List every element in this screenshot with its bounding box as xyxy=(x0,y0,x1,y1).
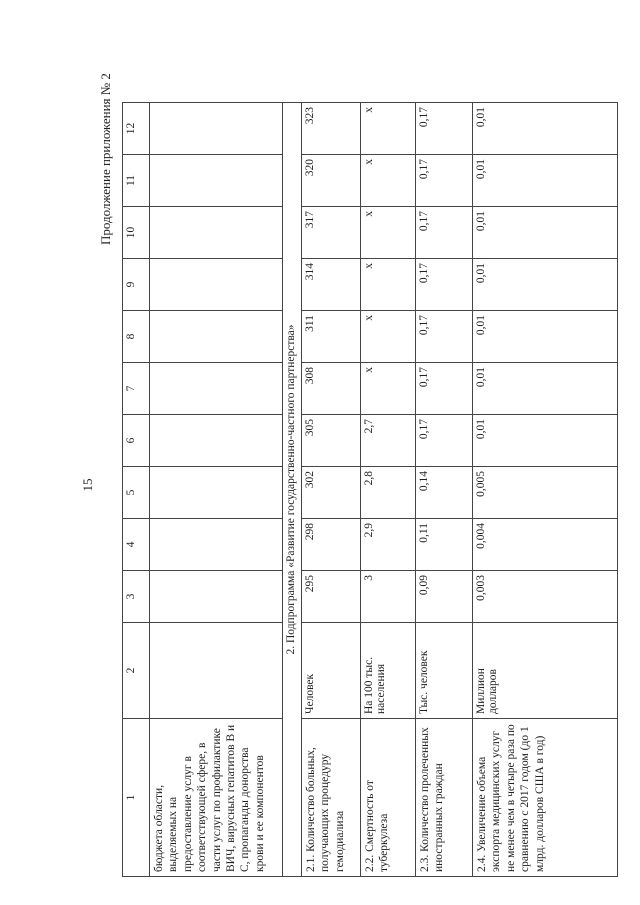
value-cell: x xyxy=(361,259,416,311)
value-cell: 0,17 xyxy=(416,103,473,155)
value-cell: 2,7 xyxy=(361,415,416,467)
value-cell: 0,003 xyxy=(473,571,618,623)
col-header: 12 xyxy=(123,103,150,155)
unit-cell: Тыс. человек xyxy=(416,623,473,719)
table-row xyxy=(473,103,618,877)
continuation-label: Продолжение приложения № 2 xyxy=(98,73,113,245)
indicator-name: 2.3. Количество пролеченных иностранных граждан xyxy=(416,719,473,877)
value-cell: 0,01 xyxy=(473,259,618,311)
col-header: 3 xyxy=(123,571,150,623)
value-cell: 305 xyxy=(302,415,361,467)
page-number: 15 xyxy=(80,478,95,492)
value-cell: 2,8 xyxy=(361,467,416,519)
value-cell: 0,01 xyxy=(473,415,618,467)
indicator-name: 2.1. Количество больных, получающих процедуру гемодиализа xyxy=(302,719,361,877)
value-cell: 298 xyxy=(302,519,361,571)
value-cell: 323 xyxy=(302,103,361,155)
empty-cell xyxy=(150,311,283,363)
value-cell: 317 xyxy=(302,207,361,259)
empty-cell xyxy=(150,103,283,155)
empty-cell xyxy=(150,415,283,467)
indicator-name: 2.4. Увеличение объема экспорта медицинских услуг не менее чем в четыре раза по сравнению с 2017 годом (до 1 млрд. долларов США в год) xyxy=(473,719,618,877)
value-cell: 0,14 xyxy=(416,467,473,519)
value-cell: 320 xyxy=(302,155,361,207)
value-cell: 302 xyxy=(302,467,361,519)
value-cell: x xyxy=(361,311,416,363)
empty-cell xyxy=(150,363,283,415)
value-cell: 0,005 xyxy=(473,467,618,519)
value-cell: 0,01 xyxy=(473,311,618,363)
value-cell: 3 xyxy=(361,571,416,623)
header-row xyxy=(123,103,150,877)
col-header: 2 xyxy=(123,623,150,719)
value-cell: x xyxy=(361,103,416,155)
value-cell: 0,09 xyxy=(416,571,473,623)
value-cell: 0,01 xyxy=(473,103,618,155)
value-cell: 0,01 xyxy=(473,363,618,415)
value-cell: 0,004 xyxy=(473,519,618,571)
indicators-table xyxy=(122,102,618,877)
empty-cell xyxy=(150,155,283,207)
col-header: 5 xyxy=(123,467,150,519)
value-cell: 308 xyxy=(302,363,361,415)
value-cell: 2,9 xyxy=(361,519,416,571)
col-header: 10 xyxy=(123,207,150,259)
value-cell: 0,17 xyxy=(416,415,473,467)
indicator-name: 2.2. Смертность от туберкулеза xyxy=(361,719,416,877)
value-cell: 0,11 xyxy=(416,519,473,571)
value-cell: 311 xyxy=(302,311,361,363)
empty-cell xyxy=(150,467,283,519)
empty-cell xyxy=(150,207,283,259)
unit-cell: На 100 тыс. населения xyxy=(361,623,416,719)
value-cell: 0,17 xyxy=(416,155,473,207)
value-cell: 314 xyxy=(302,259,361,311)
col-header: 11 xyxy=(123,155,150,207)
empty-cell xyxy=(150,259,283,311)
section-title: 2. Подпрограмма «Развитие государственно-частного партнерства» xyxy=(283,103,302,877)
table-row xyxy=(302,103,361,877)
empty-cell xyxy=(150,623,283,719)
value-cell: 0,17 xyxy=(416,259,473,311)
table-row xyxy=(150,103,283,877)
value-cell: 0,01 xyxy=(473,155,618,207)
indicator-name: бюджета области, выделяемых на предоставление услуг в соответствующей сфере, в части услуг по профилактике ВИЧ, вирусных гепатитов В и С, пропаганды донорства крови и ее компонентов xyxy=(150,719,283,877)
table-row xyxy=(416,103,473,877)
unit-cell: Человек xyxy=(302,623,361,719)
col-header: 6 xyxy=(123,415,150,467)
col-header: 1 xyxy=(123,719,150,877)
value-cell: 0,17 xyxy=(416,207,473,259)
value-cell: 295 xyxy=(302,571,361,623)
col-header: 8 xyxy=(123,311,150,363)
col-header: 4 xyxy=(123,519,150,571)
value-cell: 0,17 xyxy=(416,311,473,363)
table-row xyxy=(361,103,416,877)
section-row xyxy=(283,103,302,877)
col-header: 7 xyxy=(123,363,150,415)
empty-cell xyxy=(150,519,283,571)
empty-cell xyxy=(150,571,283,623)
value-cell: x xyxy=(361,155,416,207)
value-cell: 0,17 xyxy=(416,363,473,415)
value-cell: x xyxy=(361,207,416,259)
col-header: 9 xyxy=(123,259,150,311)
value-cell: x xyxy=(361,363,416,415)
unit-cell: Миллион долларов xyxy=(473,623,618,719)
value-cell: 0,01 xyxy=(473,207,618,259)
